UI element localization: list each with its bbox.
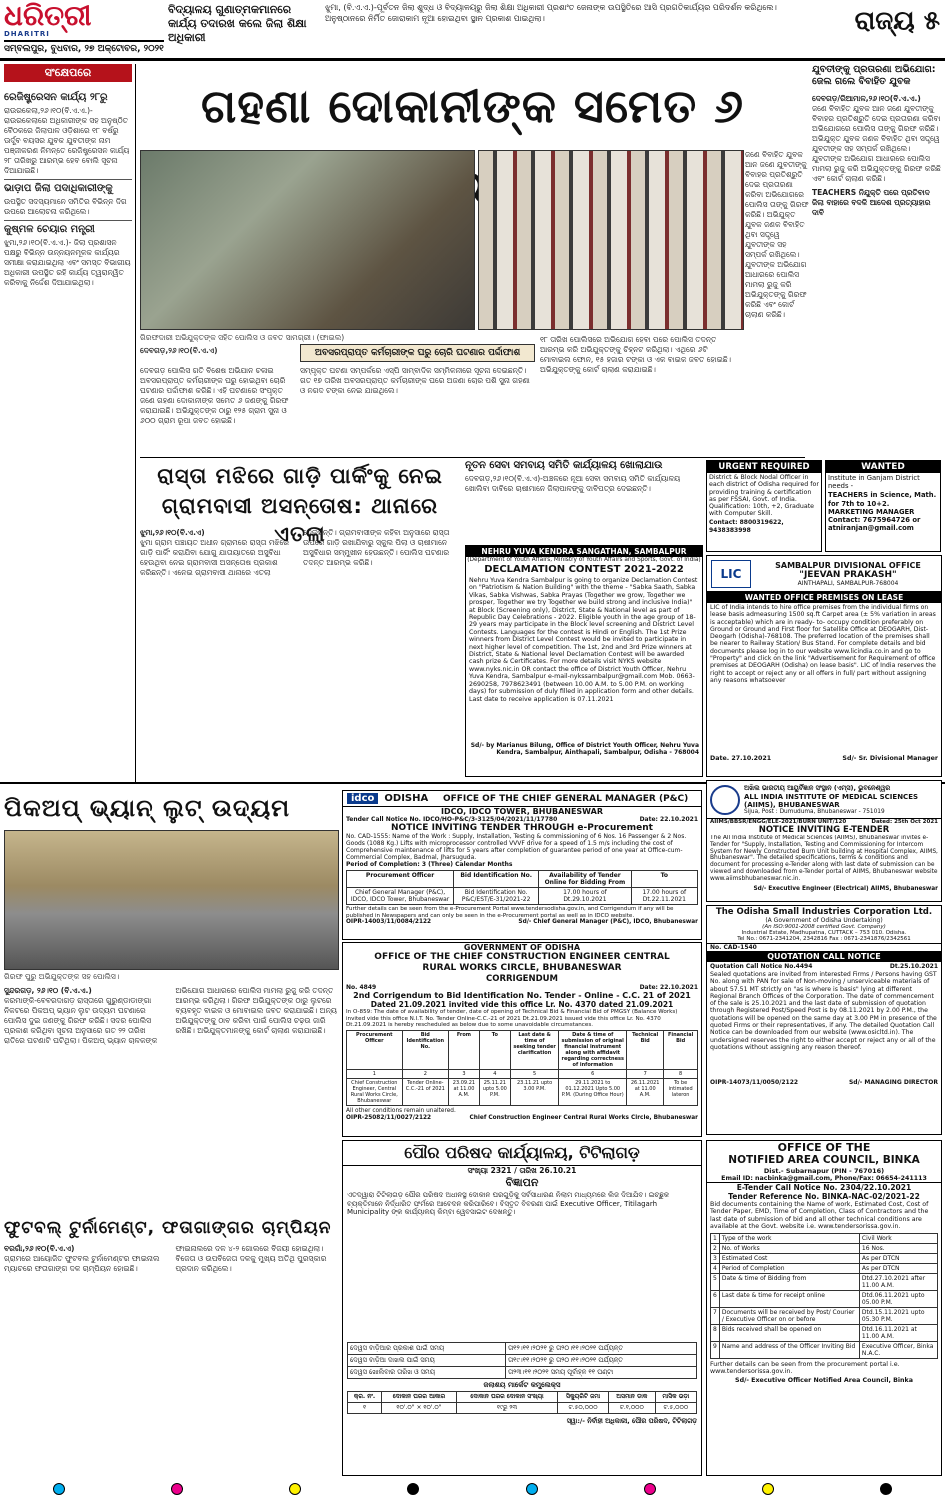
gov-oipr: OIPR-25082/11/0027/2122	[346, 1114, 432, 1121]
right-top-bullet: ଜିଲା ବାହାରେ ବଦଳି ଆଦେଶ ପ୍ରତ୍ୟାହାର ଦାବି	[812, 198, 931, 217]
right-top-column	[812, 94, 942, 454]
gov-th: Financial Bid	[664, 1030, 698, 1069]
idco-footer: Further details can be seen from the e-Procurement Portal www.tendersodisha.gov.in, and Corrigendum if any will be published in Newspapers and can only be seen in the e-Procurement portal as well as in IDCO website.	[346, 906, 674, 919]
idco-period: Period of Completion: 3 (Three) Calendar Months	[346, 861, 513, 868]
gov-col: 2	[402, 1069, 448, 1078]
binka-table	[710, 1233, 938, 1359]
gov-line1: 2nd Corrigendum to Bid Identification No. Tender - Online - C.C. 21 of 2021	[353, 991, 691, 1000]
binka-cell: Dtd.15.11.2021 upto 05.30 P.M.	[859, 1307, 937, 1324]
dateline: ସମ୍ବଲପୁର, ବୁଧବାର, ୨୭ ଅକ୍ଟୋବର, ୨୦୨୧	[4, 40, 164, 54]
right-top-body: ଜଣେ ବିବାହିତ ଯୁବକ ଆନ ଜଣେ ଯୁବତୀଙ୍କୁ ବିବାହର ପ୍ରତିଶ୍ରୁତି ଦେଇ ପ୍ରତାରଣା କରିବା ଅଭିଯୋଗରେ ପୋଲିସ ତାଙ୍କୁ ଗିରଫ କରିଛି। ଅଭିଯୁକ୍ତ ଯୁବକ ଜଣକ ବିବାହିତ ଥିବା ସତ୍ତ୍ୱେ ଯୁବତୀଙ୍କ ସହ ସମ୍ପର୍କ ରଖିଥିଲେ। ଯୁବତୀଙ୍କ ଅଭିଯୋଗ ଆଧାରରେ ପୋଲିସ ମାମଲା ରୁଜୁ କରି ଅଭିଯୁକ୍ତଙ୍କୁ ଗିରଫ କରିଛି ଏବଂ କୋର୍ଟ ଚାଲାଣ କରିଛି।	[812, 104, 941, 183]
brief-headline: କୁଷ୍ମଳ ଚେୟାର ମନ୍ତ୍ରୀ	[4, 220, 132, 236]
binka-dist: Dist.- Subarnapur (PIN - 767016)	[763, 1167, 885, 1175]
binka-cell: 2	[711, 1243, 720, 1253]
wanted-body: Institute in Ganjam District needs -	[828, 474, 920, 491]
aiims-name: ALL INDIA INSTITUTE OF MEDICAL SCIENCES (AIIMS), BHUBANESWAR	[744, 793, 919, 809]
binka-cell: Dtd.27.10.2021 after 11.00 A.M.	[859, 1273, 937, 1290]
osic-quotation-ad	[706, 905, 942, 1135]
cyan-mark-icon	[53, 1483, 65, 1495]
municipal-body: ଏତଦ୍ୱାରା ଟିଟିଲାଗଡ଼ ପୌର ପରିଷଦ ଅଧୀନସ୍ଥ ଦୋକାନ ଘରଗୁଡ଼ିକୁ ସର୍ବସାଧାରଣ ନିଲାମ ମାଧ୍ୟମରେ ଲିଜ ଦିଆଯିବ। ଇଚ୍ଛୁକ ବ୍ୟକ୍ତିମାନେ ନିର୍ଦ୍ଧାରିତ ଫର୍ମରେ ଆବେଦନ କରିପାରିବେ। ବିସ୍ତୃତ ବିବରଣୀ ପାଇଁ Executive Officer, Titilagarh Municipality ଙ୍କ କାର୍ଯ୍ୟାଳୟ କିମ୍ବା ୱେବସାଇଟ ଦେଖନ୍ତୁ।	[347, 1191, 669, 1217]
masthead-divider	[0, 58, 945, 61]
binka-body: Bid documents containing the Name of work, Estimated Cost, Cost of Tender Paper, EMD, Time of Completion, Class of Contractors and the last date of submission of bid and all other technical conditions are available at the Govt. website i.e. www.tendersorissa.gov.in.	[710, 1201, 929, 1231]
municipal-td: ୧	[348, 1403, 382, 1414]
brief-headline: ରେଜିଷ୍ଟ୍ରେସନ କାର୍ଯ୍ୟ ୨୮ରୁ	[4, 92, 108, 103]
wanted-item: MARKETING MANAGER	[828, 507, 915, 516]
football-dateline: ବରଗାଁ,୨୬।୧୦(ବି.ଏ.ଏ)	[4, 1244, 75, 1253]
right-top-headline: ଯୁବତୀଙ୍କୁ ପ୍ରତାରଣା ଅଭିଯୋଗ: ଜେଲ ଗଲେ ବିବାହିତ ଯୁବକ	[812, 64, 936, 87]
idco-td: Bid Identification No. P&C/EST/E-31/2021-22	[454, 888, 539, 905]
gov-th: To	[479, 1030, 510, 1069]
nyks-declamation-ad	[465, 545, 703, 777]
newspaper-logo	[4, 2, 94, 38]
brief-body: ଝୁମା,୨୬।୧୦(ବି.ଏ.ଏ.)- ଜିଲା ପ୍ରଶାସନ ପକ୍ଷରୁ ବିଭିନ୍ନ ଉନ୍ନୟନମୂଳକ କାର୍ଯ୍ୟର ସମୀକ୍ଷା କରାଯାଇଥିଲା ଏବଂ ସମସ୍ତ ବିଭାଗୀୟ ଅଧିକାରୀ ଉପସ୍ଥିତ ରହି କାର୍ଯ୍ୟ ତ୍ୱରାନ୍ୱିତ କରିବାକୁ ନିର୍ଦ୍ଦେଶ ଦିଆଯାଇଥିଲା।	[4, 238, 131, 287]
lead-dateline: ଦେବଗଡ଼,୨୬।୧୦(ବି.ଏ.ଏ)	[140, 346, 218, 355]
binka-cell: 7	[711, 1307, 720, 1324]
binka-row	[711, 1263, 938, 1273]
gov-td: Chief Construction Engineer, Central Rural Works Circle, Bhubaneswar	[347, 1078, 403, 1105]
urgent-title: URGENT REQUIRED	[707, 461, 821, 473]
gov-col: 3	[449, 1069, 480, 1078]
idco-office: OFFICE OF THE CHIEF GENERAL MANAGER (P&C)	[442, 793, 689, 804]
binka-cell: Executive Officer, Binka N.A.C.	[859, 1341, 937, 1358]
coop-headline: ନୂତନ ସେବା ସମବାୟ ସମିତି କାର୍ଯ୍ୟାଳୟ ଖୋଲାଯାଉ	[465, 460, 663, 471]
idco-th: To	[631, 871, 697, 888]
logo-sub: DHARITRI	[4, 30, 50, 38]
lic-date: Date. 27.10.2021	[710, 755, 772, 762]
osic-title: QUOTATION CALL NOTICE	[707, 951, 941, 962]
lic-office: SAMBALPUR DIVISIONAL OFFICE	[775, 560, 921, 570]
aiims-address: Sijua, Post : Dumuduma, Bhubaneswar - 751019	[744, 809, 885, 815]
binka-cell: Bids received shall be opened on	[719, 1324, 859, 1341]
binka-row	[711, 1233, 938, 1243]
binka-row	[711, 1243, 938, 1253]
gov-col: 8	[664, 1069, 698, 1078]
binka-row	[711, 1290, 938, 1307]
gov-td: To be intimated lateron	[664, 1078, 698, 1105]
urgent-required-ad	[706, 460, 822, 552]
brief-body: ଉପସ୍ଥିତ ସଦସ୍ୟମାନେ ସମିତିର ବିଭିନ୍ନ ଦିଗ ଉପରେ ଆଲୋଚନା କରିଥିଲେ।	[4, 197, 127, 216]
municipal-cell: ଦେୱସ ବାଡ଼ିଆର ପ୍ରକାଶ ପାଇଁ ସମୟ	[348, 1343, 506, 1355]
football-body	[4, 1244, 339, 1476]
urgent-contact: Contact: 8800319622, 9438383998	[709, 518, 784, 534]
binka-cell: 16 Nos.	[859, 1243, 937, 1253]
binka-row	[711, 1253, 938, 1263]
aiims-ref: AIIMS/BBSR/ENGG/ELE-2021/BURN UNIT/120	[710, 819, 847, 825]
right-top-bullet: TEACHERS ନିଯୁକ୍ତି ପରେ ପ୍ରତିବାଦ	[812, 188, 930, 197]
parking-headline-1: ରାସ୍ତା ମଝିରେ ଗାଡ଼ି ପାର୍କିଂକୁ ନେଇ	[157, 464, 443, 488]
binka-cell: As per DTCN	[859, 1253, 937, 1263]
municipal-table-title: ଜଲାଶୟ ମାର୍କେଟ କମ୍ପ୍ଲେକ୍ସ	[483, 1381, 561, 1389]
municipal-th: ସିକ୍ୟୁରିଟି ଜମା	[558, 1392, 609, 1403]
idco-th: Bid Identification No.	[454, 871, 539, 888]
binka-sign: Sd/- Executive Officer Notified Area Council, Binka	[735, 1377, 913, 1385]
gov-line2: Dated 21.09.2021 invited vide this office Lr. No. 4370 dated 21.09.2021	[370, 1000, 674, 1009]
aiims-emblem-icon	[710, 785, 740, 815]
lic-strip: WANTED OFFICE PREMISES ON LEASE	[707, 592, 941, 603]
idco-logo: idco	[347, 793, 378, 804]
brief-headline: ଭାଡ଼ାପ ଜିଲା ପଦାଧିକାରୀଙ୍କୁ	[4, 179, 132, 195]
gov-body: In O-859: The date of availability of tender, date of opening of Technical Bid & Financial Bid of PMGSY (Balance Works) invited vide this office N.I.T. No. Tender Online-C.C.-21 of 2021 Dt.21.09.2021 issued vide this office Lr. No. 4370 Dt.21.09.2021 is hereby rescheduled as below due to some unavoidable circumstances.	[346, 1009, 678, 1028]
osic-no: Quotation Call Notice No.4494	[710, 963, 813, 970]
black-mark-icon	[407, 1483, 419, 1495]
municipal-td: ଟ.୧,୦୦୦	[608, 1403, 655, 1414]
pickup-photo	[4, 830, 339, 970]
aiims-body: The All India Institute of Medical Sciences (AIIMS), Bhubaneswar invites e-Tender for "Supply, Installation, Testing and Commissioning for Intercom System for Newly Constructed Burn Unit building at Hospital Complex, AIIMS, Bhubaneswar". The detailed specifications, terms & conditions and document for processing e-Tender along with last date of submission can be viewed and downloaded from e-Tender portal of AIIMS, Bhubaneswar website www.aiimsbhubaneswar.nic.in.	[710, 835, 938, 882]
municipal-sign: ସ୍ୱା:/- ନିର୍ବାହୀ ଅଧିକାରୀ, ପୌର ପରିଷଦ, ଟିଟିଲାଗଡ଼	[566, 1417, 697, 1425]
nyks-org: NEHRU YUVA KENDRA SANGATHAN, SAMBALPUR	[466, 546, 702, 557]
municipal-heading: ବିଜ୍ଞାପନ	[505, 1176, 539, 1189]
idco-oipr: OIPR-14003/11/0084/2122	[346, 919, 432, 926]
municipal-th: ମାସିକ ଭଡ଼ା	[655, 1392, 696, 1403]
brief-body: ରାଉରକେଲା,୨୬।୧୦(ବି.ଏ.ଏ.)- ରାଉରକେଲାରେ ଅଧିକାରୀଙ୍କ ସହ ଅନୁଷ୍ଠିତ ବୈଠକରେ ଜିଲାପାଳ ଓଡ଼ିଶାରେ ୧୮ ବର୍ଷରୁ ଊର୍ଦ୍ଧ୍ବ ବୟସର ଯୁବକ ଯୁବତୀଙ୍କ ନାମ ପଞ୍ଜୀକରଣ ନିମନ୍ତେ ରେଜିଷ୍ଟ୍ରେସନ କାର୍ଯ୍ୟ ୨୮ ତାରିଖରୁ ଆରମ୍ଭ ହେବ ବୋଲି ସୂଚନା ଦିଆଯାଇଛି।	[4, 106, 130, 175]
binka-cell: No. of Works	[719, 1243, 859, 1253]
gov-td: 23.09.21 at 11.00 A.M.	[449, 1078, 480, 1105]
gov-td: 23.11.21 upto 3.00 P.M.	[510, 1078, 559, 1105]
binka-cell: 5	[711, 1273, 720, 1290]
binka-cell: Date & time of Bidding from	[719, 1273, 859, 1290]
binka-row	[711, 1341, 938, 1358]
gov-col: 6	[559, 1069, 627, 1078]
wanted-ad	[825, 460, 941, 552]
nyks-title: DECLAMATION CONTEST 2021-2022	[484, 564, 684, 575]
gov-th: Procurement Officer	[347, 1030, 403, 1069]
idco-th: Procurement Officer	[347, 871, 454, 888]
parking-text: ଝୁମା ଗ୍ରାମ ପଞ୍ଚାୟତ ଅଧୀନ ଗ୍ରାମରେ ରାସ୍ତା ମଝିରେ ଗାଡ଼ି ପାର୍କିଂ କରାଯିବା ଯୋଗୁ ଯାତାୟାତରେ ଅସୁବିଧା ହେଉଥିବା ନେଇ ଗ୍ରାମବାସୀ ଅସନ୍ତୋଷ ପ୍ରକାଶ କରିଛନ୍ତି। ଏନେଇ ଗ୍ରାମବାସୀ ଥାନାରେ ଏତଲା ଦେଇଛନ୍ତି। ଗ୍ରାମବାସୀଙ୍କ କହିବା ଅନୁସାରେ ରାସ୍ତା ଉପରେ ଗାଡ଼ି ରଖାଯିବାରୁ ସ୍କୁଲ ପିଲା ଓ ଚାଷୀମାନେ ଅସୁବିଧାର ସମ୍ମୁଖୀନ ହେଉଛନ୍ତି। ପୋଲିସ ଘଟଣାର ତଦନ୍ତ ଆରମ୍ଭ କରିଛି।	[140, 528, 450, 577]
column-rule	[135, 64, 136, 784]
gov-col: 1	[347, 1069, 403, 1078]
registration-marks	[0, 1480, 945, 1497]
right-top-continuation: ଜଣେ ବିବାହିତ ଯୁବକ ଆନ ଜଣେ ଯୁବତୀଙ୍କୁ ବିବାହର ପ୍ରତିଶ୍ରୁତି ଦେଇ ପ୍ରତାରଣା କରିବା ଅଭିଯୋଗରେ ପୋଲିସ ତାଙ୍କୁ ଗିରଫ କରିଛି। ଅଭିଯୁକ୍ତ ଯୁବକ ଜଣକ ବିବାହିତ ଥିବା ସତ୍ତ୍ୱେ ଯୁବତୀଙ୍କ ସହ ସମ୍ପର୍କ ରଖିଥିଲେ। ଯୁବତୀଙ୍କ ଅଭିଯୋଗ ଆଧାରରେ ପୋଲିସ ମାମଲା ରୁଜୁ କରି ଅଭିଯୁକ୍ତଙ୍କୁ ଗିରଫ କରିଛି ଏବଂ କୋର୍ଟ ଚାଲାଣ କରିଛି।	[745, 150, 809, 319]
binka-cell: 9	[711, 1341, 720, 1358]
right-top-dateline: ଦେବଗଡ଼/ରିଆମାଳ,୨୬।୧୦(ବି.ଏ.ଏ.)	[812, 94, 921, 103]
football-headline: ଫୁଟବଲ୍ ଟୁର୍ନାମେଣ୍ଟ, ଫତାଗାଙ୍ଗର ଚାମ୍ପିୟନ	[4, 1218, 332, 1238]
osic-phone: Tel No.: 0671-2341204, 2342816 Fax : 0671-2341876/2342561	[737, 936, 911, 942]
crw-corrigendum-ad	[342, 942, 702, 1137]
municipal-th: କ୍ର. ନଂ.	[348, 1392, 382, 1403]
top-tease-blurb: ଝୁମା, (ବି.ଏ.ଏ.)-ପୂର୍ବତନ ଜିଲା ଶୁଦ୍ଧ ଓ ବିଦ୍ୟାଳୟରୁ ଜିଲା ଶିକ୍ଷା ଅଧିକାରୀ ପ୍ରଶାଂତ ଜେନାଙ୍କ ଉପସ୍ଥିତିରେ ଆସି ପ୍ରଗତିକାର୍ଯ୍ୟର ପରିଦର୍ଶନ କରିଥିଲେ। ଅନୁଷ୍ଠାନରେ ନିର୍ମିତ ଜୋରାକାମ ନୂଆ ହୋଇଥିବା ସ୍ଥାନ ପ୍ରକାଶ ପାଇଥିଲା।	[325, 3, 777, 23]
lic-sign: Sd/- Sr. Divisional Manager	[842, 755, 938, 762]
idco-td: 17.00 hours of Dt.29.10.2021	[539, 888, 631, 905]
idco-th: Availability of Tender Online for Bidding From	[539, 871, 631, 888]
pickup-caption: ଗିରଫ ପୁରୁ ଅଭିଯୁକ୍ତଙ୍କ ସହ ପୋଲିସ।	[4, 972, 120, 981]
lead-body-col3: ୧୮ ତାରିଖ ପୋଲିସରେ ଅଭିଯୋଗ ହେବା ପରେ ପୋଲିସ ତଦନ୍ତ ଆରମ୍ଭ କରି ଅଭିଯୁକ୍ତଙ୍କୁ ଚିହ୍ନଟ କରିଥିଲା। ଏଥିରେ ୬ଟି ମୋବାଇଲ ଫୋନ, ୧୫ ହଜାର ଟଙ୍କା ଓ ଏକ ବାଇକ ଜବତ ହୋଇଛି। ଅଭିଯୁକ୍ତଙ୍କୁ କୋର୍ଟ ଚାଲାଣ କରାଯାଇଛି।	[540, 335, 731, 374]
idco-ref: Tender Call Notice No. IDCO/HO-P&C/3-3125/04/2021/11/17780	[346, 816, 558, 823]
gov-th: From	[449, 1030, 480, 1069]
binka-cell: 6	[711, 1290, 720, 1307]
binka-cell: Last date & time for receipt online	[719, 1290, 859, 1307]
top-tease-headline: ବିଦ୍ୟାଳୟ ଗୁଣାତ୍ମକମାନରେ କାର୍ଯ୍ୟ ତଦାରଖ କଲେ ଜିଲା ଶିକ୍ଷା ଅଧିକାରୀ	[168, 3, 307, 44]
wanted-title: WANTED	[826, 461, 940, 473]
lead-headline: ଗହଣା ଦୋକାନୀଙ୍କ ସମେତ ୬	[200, 79, 745, 133]
urgent-body: District & Block Nodal Officer in each district of Odisha required for providing training & certification as per FSSAI, Govt. of India. Qualification: 10th, +2, Graduate with Computer Skill.	[709, 474, 819, 518]
osic-address: Industrial Estate, Madhupatna, CUTTACK – 753 010. Odisha.	[741, 930, 907, 936]
lic-logo: LIC	[711, 560, 751, 588]
municipal-th: ଦୋକାନ ଘରର ଆକାର	[382, 1392, 457, 1403]
gov-col: 5	[510, 1069, 559, 1078]
nyks-sign: Sd/- by Marianus Bilung, Office of District Youth Officer, Nehru Yuva Kendra, Sambalpur, Ainthapali, Sambalpur, Odisha - 768004	[470, 742, 699, 756]
osic-iso: (An ISO:9001-2008 certified Govt. Company)	[762, 924, 886, 930]
gov-th: Last date & time of seeking tender clarification	[510, 1030, 559, 1069]
binka-footer: Further details can be seen from the procurement portal i.e. www.tendersorissa.gov.in.	[710, 1360, 900, 1376]
gov-no: No. 4849	[346, 984, 377, 991]
pickup-dateline: ସୁନ୍ଦରଗଡ଼, ୨୬।୧୦ (ବି.ଏ.ଏ.)	[4, 986, 92, 995]
magenta-mark-icon	[171, 1483, 183, 1495]
gov-td: 29.11.2021 to 01.12.2021 Upto 5.00 P.M. (During Office Hour)	[559, 1078, 627, 1105]
osic-sub: (A Government of Odisha Undertaking)	[765, 917, 883, 924]
aiims-hindi: ଅଖିଲ ଭାରତୀୟ ଆୟୁର୍ବିଜ୍ଞାନ ସଂସ୍ଥାନ (ଏମ୍ସ), ଭୁବନେଶ୍ୱର	[744, 784, 891, 792]
aiims-title: NOTICE INVITING E-TENDER	[758, 825, 890, 835]
lic-body: LIC of India intends to hire office premises from the individual firms on lease basis admeasuring 1500 sq.ft Carpet area (± 5% variation in areas is acceptable) which are in ready- to- occupy condition preferably on Ground or Ground and First floor for Satellite Office at DEOGARH, Dist- Deogarh (Odisha)-768108. The preferred location of the premises shall be nearer to Railway Station/ Bus Stand. For complete details and bid documents please log in to our website www.licindia.co.in and go to "Property" and click on the link "Advertisement for Requirement of office premises at DEOGARH (Odisha) on lease basis". LIC of India reserves the right to accept or reject any or all offers in full/ part without assigning any reasons whatsoever	[710, 604, 936, 684]
osic-cad: No. CAD-1540	[710, 944, 757, 951]
municipal-cell: ତା୧୯।୧୧।୨୦୨୧ ରୁ ତା୨୦।୧୧।୨୦୨୧ ପର୍ଯ୍ୟନ୍ତ	[505, 1355, 696, 1367]
idco-date: Date: 22.10.2021	[639, 816, 698, 823]
municipal-cell: ତା୧୨।୧୧।୨୦୨୧ ରୁ ତା୨୦।୧୧।୨୦୨୧ ପର୍ଯ୍ୟନ୍ତ	[505, 1343, 696, 1355]
idco-title: NOTICE INVITING TENDER THROUGH e-Procurement	[391, 823, 653, 833]
municipal-cell: ତା୨୩।୧୧।୨୦୨୧ ସମୟ ପୂର୍ବାହ୍ନ ୧୧ ଘଣ୍ଟା	[505, 1367, 696, 1379]
titilagarh-municipal-ad	[342, 1140, 702, 1476]
idco-sign: Sd/- Chief General Manager (P&C), IDCO, Bhubaneswar	[518, 919, 698, 926]
municipal-dates-table	[347, 1342, 697, 1379]
gov-date: Date: 22.10.2021	[639, 984, 698, 991]
gov-footer: All other conditions remain unaltered.	[346, 1107, 456, 1114]
lic-address: AINTHAPALI, SAMBALPUR-768004	[797, 579, 899, 587]
binka-email: Email ID: nacbinka@gmail.com, Phone/Fax: 06654-241113	[721, 1175, 927, 1182]
parking-headline-2: ଗ୍ରାମବାସୀ ଅସନ୍ତୋଷ: ଥାନାରେ ଏତଲା	[161, 494, 439, 546]
binka-cell: Documents will be received by Post/ Courier / Executive Officer on or before	[719, 1307, 859, 1324]
gov-title: CORRIGENDUM	[485, 974, 559, 984]
idco-td: Chief General Manager (P&C), IDCO, IDCO Tower, Bhubaneswar	[347, 888, 454, 905]
gov-th: Technical Bid	[627, 1030, 664, 1069]
gov-sign: Chief Construction Engineer Central Rural Works Circle, Bhubaneswar	[469, 1114, 698, 1121]
binka-cell: 1	[711, 1233, 720, 1243]
lead-photo-arrests	[140, 150, 475, 330]
coop-body: ଦେବଗଡ଼,୨୬।୧୦(ବି.ଏ.ଏ)-ଅଞ୍ଚଳରେ ନୂଆ ସେବା ସମବାୟ ସମିତି କାର୍ଯ୍ୟାଳୟ ଖୋଲିବା ଦାବିରେ ଚାଷୀମାନେ ଜିଲାପାଳଙ୍କୁ ଦାବିପତ୍ର ଦେଇଛନ୍ତି।	[465, 474, 681, 493]
binka-cell: As per DTCN	[859, 1263, 937, 1273]
lic-name: "JEEVAN PRAKASH"	[799, 569, 897, 580]
binka-row	[711, 1273, 938, 1290]
gov-office: OFFICE OF THE CHIEF CONSTRUCTION ENGINEER CENTRAL RURAL WORKS CIRCLE, BHUBANESWAR	[374, 952, 670, 973]
wanted-item: TEACHERS in Science, Math. for 7th to 10+2.	[828, 491, 937, 508]
yellow-mark-icon	[762, 1483, 774, 1495]
gov-th: Date & time of submission of original financial instrument along with affidavit regarding correctness of information	[559, 1030, 627, 1069]
binka-cell: Type of the work	[719, 1233, 859, 1243]
idco-tender-ad	[342, 790, 702, 940]
binka-cell: Civil Work	[859, 1233, 937, 1243]
gov-td: 25.11.21 upto 5.00 P.M.	[479, 1078, 510, 1105]
binka-cell: Dtd.06.11.2021 upto 05.00 P.M.	[859, 1290, 937, 1307]
binka-row	[711, 1307, 938, 1324]
lead-photo-caption: ଗିରଫଦାରୀ ଅଭିଯୁକ୍ତଙ୍କ ସହିତ ପୋଲିସ ଓ ଜବତ ସାମଗ୍ରୀ। (ଫାଇଲ)	[140, 333, 345, 342]
idco-table	[346, 870, 698, 905]
aiims-sign: Sd/- Executive Engineer (Electrical) AIIMS, Bhubaneswar	[753, 886, 938, 892]
pickup-body	[4, 986, 339, 1211]
municipal-title: ପୌର ପରିଷଦ କାର୍ଯ୍ୟାଳୟ, ଟିଟିଲାଗଡ଼	[343, 1141, 701, 1166]
gov-col: 4	[479, 1069, 510, 1078]
aiims-date: Dated: 25th Oct 2021	[871, 819, 938, 825]
municipal-th: ଅସମାନ ଡାକ	[608, 1392, 655, 1403]
parking-dateline: ଝୁମା,୨୬।୧୦(ବି.ଏ.ଏ)	[140, 528, 205, 537]
osic-oipr: OIPR-14073/11/0050/2122	[710, 1079, 799, 1086]
idco-odisha: ODISHA	[384, 793, 429, 804]
binka-cell: 8	[711, 1324, 720, 1341]
municipal-cell: ଦେୱସ ଖୋଲିବାର ତାରିଖ ଓ ସମୟ	[348, 1367, 506, 1379]
osic-body: Sealed quotations are invited from interested Firms / Persons having GST No. along with PAN for sale of Non-moving / unserviceable materials of about 57.51 MT strictly on "as is where is basis" lying at different Regional Branch Offices of the Corporation. The date of commencement of the sale is 25.10.2021 and the last date of submission of quotation through Registered Post/Speed Post is by 08.11.2021 by 2.00 P.M., the quotations will be opened on the same day at 3.00 PM in presence of the quoted Firms or their representatives, if any. The detailed Quotation Call Notice can be downloaded from our website (www.osicltd.in). The undersigned reserves the right to either accept or reject any or all of the quotations without assigning any reason thereof.	[710, 971, 937, 1051]
gov-table	[346, 1030, 698, 1106]
page-label: ରାଜ୍ୟ ୫	[854, 6, 940, 36]
lic-premises-ad	[706, 555, 942, 777]
binka-row	[711, 1324, 938, 1341]
municipal-td: ୧୦'.୦" × ୧୦'.୦"	[382, 1403, 457, 1414]
pickup-headline: ପିକଅପ୍ ଭ୍ୟାନ୍ ଲୁଟ୍ ଉଦ୍ୟମ	[4, 794, 291, 822]
binka-cell: Estimated Cost	[719, 1253, 859, 1263]
binka-cell: Name and address of the Officer Inviting Bid	[719, 1341, 859, 1358]
lead-body-col2: ସମ୍ପୃକ୍ତ ଘଟଣା ସମ୍ପର୍କରେ ଏସ୍‌ପି ସାମ୍ବାଦିକ ସମ୍ମିଳନୀରେ ସୂଚନା ଦେଇଛନ୍ତି। ଗତ ୧୭ ତାରିଖ ଅବସରପ୍ରାପ୍ତ କର୍ମଚାରୀଙ୍କ ଘରେ ଅଜଣା ଚୋର ପଶି ସୁନା ଗହଣା ଓ ନଗଦ ଟଙ୍କା ନେଇ ଯାଇଥିଲେ।	[300, 366, 530, 395]
municipal-memo: ସଂଖ୍ୟା 2321 / ତାରିଖ 26.10.21	[467, 1166, 577, 1175]
aiims-tender-ad	[706, 780, 942, 902]
osic-name: The Odisha Small Industries Corporation Ltd.	[715, 907, 933, 917]
wanted-contact: Contact: 7675964726 or atniranjan@gmail.com	[828, 516, 921, 533]
section-rule	[140, 457, 805, 458]
nyks-dept: (Department of Youth Affairs, Ministry of Youth Affairs and Sports, Govt. of India)	[467, 557, 701, 563]
binka-title: OFFICE OF THE	[777, 1141, 871, 1154]
briefs-column	[4, 86, 132, 786]
binka-cell: 3	[711, 1253, 720, 1263]
idco-td: 17.00 hours of Dt.22.11.2021	[631, 888, 697, 905]
magenta-mark-icon	[644, 1483, 656, 1495]
idco-body: No. CAD-1555: Name of the Work : Supply, Installation, Testing & commissioning of 6 Nos. 16 Passenger & 2 Nos. Goods (1088 Kg.) Lifts with microprocessor controlled VVVF drive for a speed of 1.5 m/s including the cost of Comprehensive maintenance of lifts for 5 years after completion of guarantee period of one year at Office-cum-Commercial Complex, Badmal, Jharsuguda.	[346, 833, 687, 861]
gov-govt: GOVERNMENT OF ODISHA	[463, 943, 581, 952]
municipal-td: ଟ.୫୦,୦୦୦	[558, 1403, 609, 1414]
lead-body-col1: ଦେବଗଡ଼ ପୋଲିସ ଗତି ବିଶେଷ ଅଭିଯାନ ଚଳାଇ ଅବସରପ୍ରାପ୍ତ କର୍ମଚାରୀଙ୍କ ଘରୁ ହୋଇଥିବା ଚୋରି ଘଟଣାର ପର୍ଦ୍ଦାଫାଶ କରିଛି। ଏହି ଘଟଣାରେ ସଂପୃକ୍ତ ଜଣେ ଗହଣା ଦୋକାନୀଙ୍କ ସମେତ ୬ ଜଣଙ୍କୁ ଗିରଫ କରାଯାଇଛି। ଅଭିଯୁକ୍ତଙ୍କ ଠାରୁ ୧୨୫ ଗ୍ରାମ ସୁନା ଓ ୬୦୦ ଗ୍ରାମ ରୂପା ଜବତ ହୋଇଛି।	[140, 366, 289, 425]
briefs-header: ସଂକ୍ଷେପରେ	[4, 64, 132, 82]
gov-td: Tender Online-C.C.-21 of 2021	[402, 1078, 448, 1105]
idco-address: IDCO, IDCO TOWER, BHUBANESWAR	[440, 807, 603, 816]
binka-notice: E-Tender Call Notice No. 2304/22.10.2021	[707, 1182, 941, 1192]
municipal-th: ଦୋକାନ ଘରର ଦୋକାନ ସଂଖ୍ୟା	[456, 1392, 557, 1403]
municipal-td: ଟ.୫,୦୦୦	[655, 1403, 696, 1414]
binka-cell: Dtd.16.11.2021 at 11.00 A.M.	[859, 1324, 937, 1341]
gov-td: 26.11.2021 at 11.00 A.M.	[627, 1078, 664, 1105]
municipal-shop-table	[347, 1391, 697, 1414]
black-mark-icon	[880, 1483, 892, 1495]
binka-cell: 4	[711, 1263, 720, 1273]
gov-th: Bid Identification No.	[402, 1030, 448, 1069]
binka-tender-ad	[706, 1140, 942, 1476]
binka-name: NOTIFIED AREA COUNCIL, BINKA	[728, 1154, 920, 1166]
cyan-mark-icon	[526, 1483, 538, 1495]
binka-cell: Period of Completion	[719, 1263, 859, 1273]
binka-ref: Tender Reference No. BINKA-NAC-02/2021-22	[728, 1192, 920, 1201]
lead-photo-seized-items	[478, 150, 744, 330]
logo-text: ଧରିତ୍ରୀ	[4, 0, 92, 32]
parking-body	[140, 528, 460, 778]
nyks-body: Nehru Yuva Kendra Sambalpur is going to organize Declamation Contest on "Patriotism & Nation Building" with the theme - "Sabka Saath, Sabka Vikas, Sabka Vishwas, Sabka Prayas (Together we grow, Together we prosper, Together we try Together we build strong and inclusive India)" at Block (Screening only), District, State & National level as part of Republic Day Celebrations - 2022. Eligible youth in the age group of 18-29 years may participate in the Block level screening and District Level Contests. Languages for the contest is Hindi or English. The 1st Prize winners from District Level Contest would be invited to participate in next higher level of competition. The 1st, 2nd and 3rd Prize winners at District, State & National level Declamation Contest will be awarded cash prize & Certificates. For more details visit NYKS website www.nyks.nic.in OR contact the office of District Youth Officer, Nehru Yuva Kendra, Sambalpur e-mail-nykssambalpur@gmail.com Mob. 0663-2690258, 7978623491 (between 10.00 A.M. to 5.00 P.M. on working days) for submission of duly filled in application form and other details. Last date to receive application is 07.11.2021	[469, 577, 698, 703]
osic-date: Dt.25.10.2021	[889, 963, 938, 970]
gov-col: 7	[627, 1069, 664, 1078]
municipal-td: ୧୯ରୁ ୨୩	[456, 1403, 557, 1414]
pickup-text: କରମାଙ୍କି-ବେବରଦାଗଡ଼ ରାସ୍ତାରେ ଗୁରୁଣ୍ଡାଡାଙ୍ଗା ନିକଟରେ ପିକଅପ୍ ଭ୍ୟାନ ଲୁଟ ଉଦ୍ୟମ ଘଟଣାରେ ପୋଲିସ ଦୁଇ ଜଣଙ୍କୁ ଗିରଫ କରିଛି। ସଦର ପୋଲିସ ପ୍ରକାଶ କରିଥିବା ସୂଚନା ଅନୁସାରେ ଗତ ୨୨ ତାରିଖ ରାତିରେ ଘଟଣାଟି ଘଟିଥିଲା। ପିକଅପ୍ ଭ୍ୟାନ ଚାଳକଙ୍କ ଅଭିଯୋଗ ଆଧାରରେ ପୋଲିସ ମାମଲା ରୁଜୁ କରି ତଦନ୍ତ ଆରମ୍ଭ କରିଥିଲା। ଗିରଫ ଅଭିଯୁକ୍ତଙ୍କ ଠାରୁ ଲୁଟରେ ବ୍ୟବହୃତ ବାଇକ ଓ ମୋବାଇଲ ଜବତ କରାଯାଇଛି। ଅନ୍ୟ ଅଭିଯୁକ୍ତଙ୍କୁ ଠାବ କରିବା ପାଇଁ ପୋଲିସ ଚଢ଼ଉ ଜାରି ରଖିଛି। ଅଭିଯୁକ୍ତମାନଙ୍କୁ କୋର୍ଟ ଚାଲାଣ କରାଯାଇଛି।	[4, 986, 337, 1045]
football-text: ଗ୍ରାମରେ ଆୟୋଜିତ ଫୁଟବଲ ଟୁର୍ନାମେଣ୍ଟର ଫାଇନାଲ ମ୍ୟାଚରେ ଫତାଗାଙ୍ଗ ଦଳ ଚାମ୍ପିୟନ ହୋଇଛି। ଫାଇନାଲରେ ଦଳ ୪-୨ ଗୋଲରେ ବିଜୟୀ ହୋଇଥିଲା। ବିଜେତା ଓ ଉପବିଜେତା ଦଳକୁ ମୁଖ୍ୟ ଅତିଥି ପୁରସ୍କାର ପ୍ରଦାନ କରିଥିଲେ।	[4, 1244, 327, 1273]
yellow-mark-icon	[289, 1483, 301, 1495]
lead-subhead: ଅବସରପ୍ରାପ୍ତ କର୍ମଚାରୀଙ୍କ ଘରୁ ଚୋରି ଘଟଣାର ପର୍ଦ୍ଦାଫାଶ	[300, 344, 535, 362]
osic-sign: Sd/- MANAGING DIRECTOR	[848, 1079, 938, 1086]
municipal-cell: ଦେୱସ ବାଡ଼ିଆ ଦାଖଲ ପାଇଁ ସମୟ	[348, 1355, 506, 1367]
